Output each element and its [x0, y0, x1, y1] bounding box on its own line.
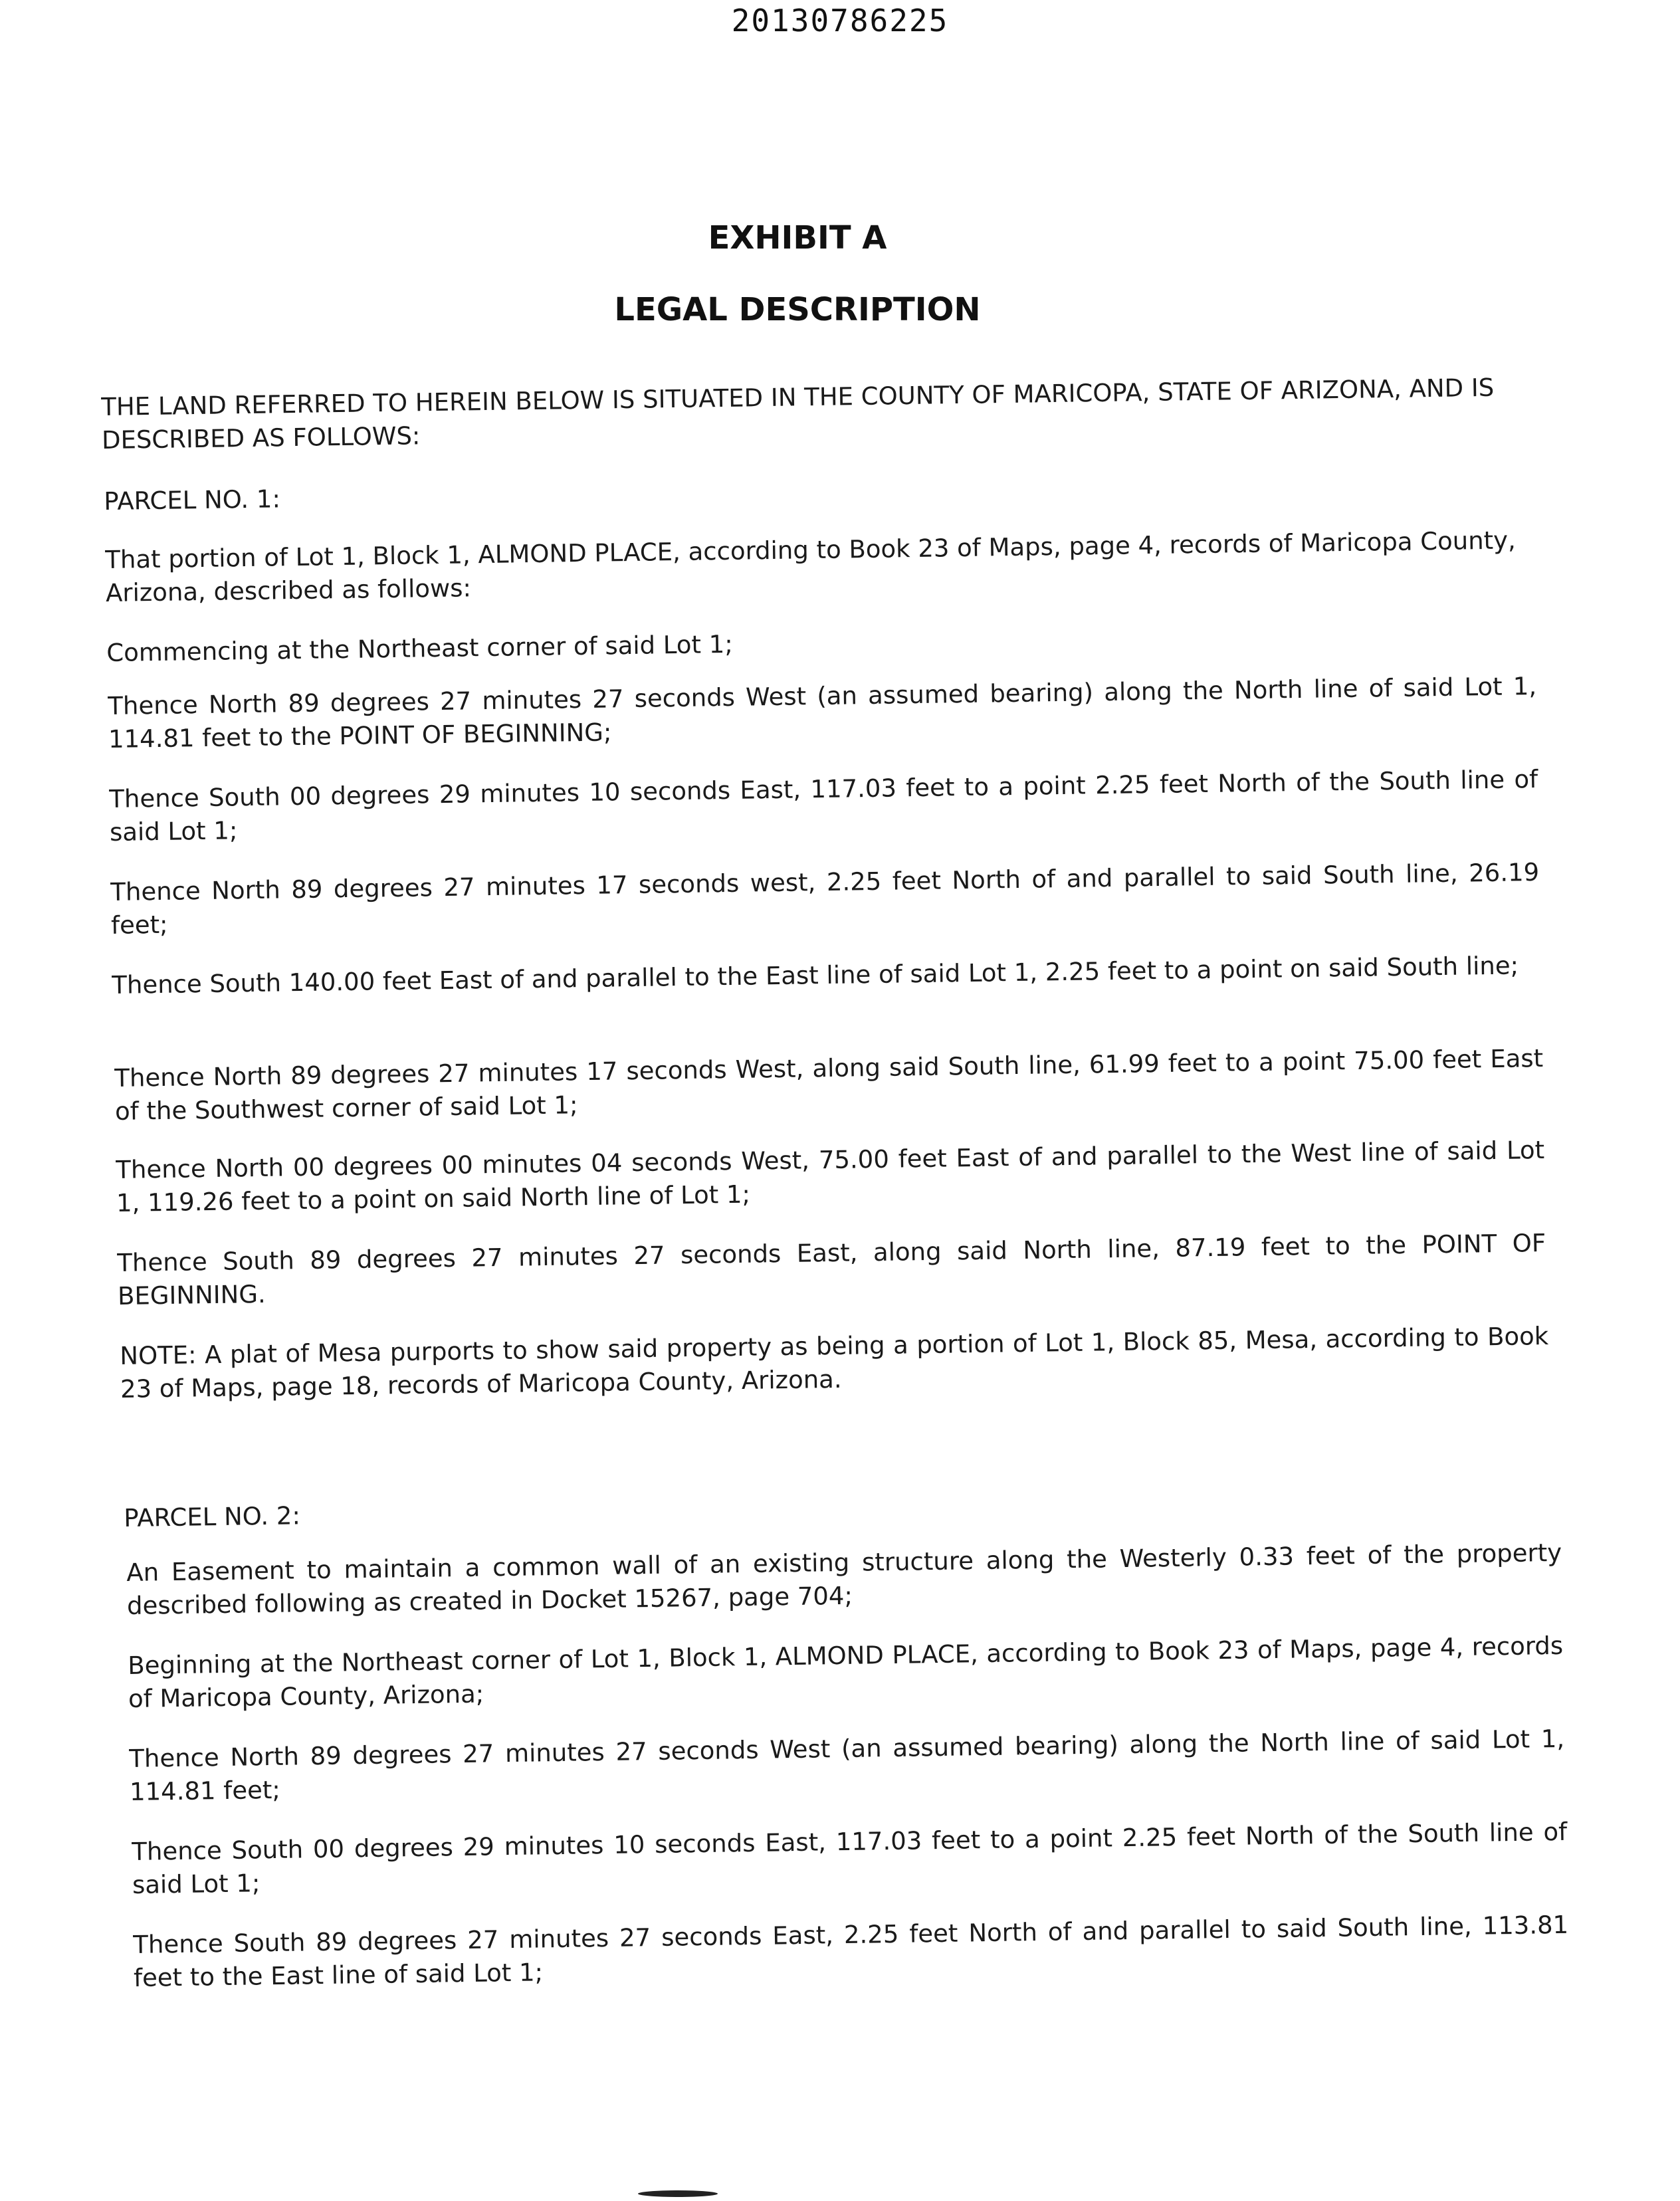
parcel-1-paragraph: That portion of Lot 1, Block 1, ALMOND PLACE, according to Book 23 of Maps, page 4, records of Maricopa County, Arizona, described as follows: — [105, 526, 1517, 607]
parcel-1-heading: PARCEL NO. 1: — [104, 484, 281, 516]
parcel-1-paragraph: Commencing at the Northeast corner of said Lot 1; — [106, 629, 734, 667]
parcel-1-paragraph: Thence South 140.00 feet East of and parallel to the East line of said Lot 1, 2.25 feet to a point on said South line; — [112, 951, 1519, 999]
parcel-2-paragraph: Thence South 89 degrees 27 minutes 27 seconds East, 2.25 feet North of and parallel to said South line, 113.81 feet to the East line of said Lot 1; — [133, 1910, 1569, 1992]
exhibit-subtitle: LEGAL DESCRIPTION — [614, 291, 981, 328]
parcel-2-paragraph: Thence South 00 degrees 29 minutes 10 seconds East, 117.03 feet to a point 2.25 feet North of the South line of said Lot 1; — [132, 1817, 1568, 1899]
recording-number: 20130786225 — [731, 3, 949, 39]
parcel-1-paragraph: Thence North 89 degrees 27 minutes 17 seconds West, along said South line, 61.99 feet to a point 75.00 feet East of the Southwest corner of said Lot 1; — [114, 1043, 1544, 1126]
parcel-1-paragraph: Thence North 89 degrees 27 minutes 17 seconds west, 2.25 feet North of and parallel to said South line, 26.19 feet; — [110, 857, 1540, 940]
parcel-1-paragraph: Thence North 00 degrees 00 minutes 04 seconds West, 75.00 feet East of and parallel to the West line of said Lot 1, 119.26 feet to a point on said North line of Lot 1; — [116, 1135, 1545, 1217]
parcel-2-paragraph: Thence North 89 degrees 27 minutes 27 seconds West (an assumed bearing) along the North line of said Lot 1, 114.81 feet; — [129, 1724, 1565, 1806]
parcel-1-paragraph: Thence South 00 degrees 29 minutes 10 seconds East, 117.03 feet to a point 2.25 feet North of the South line of said Lot 1; — [109, 764, 1538, 847]
parcel-1-paragraph: Thence North 89 degrees 27 minutes 27 seconds West (an assumed bearing) along the North line of said Lot 1, 114.81 feet to the POINT OF BEGINNING; — [108, 671, 1537, 754]
parcel-2-paragraph: An Easement to maintain a common wall of an existing structure along the Westerly 0.33 feet of the property described following as created in Docket 15267, page 704; — [126, 1538, 1562, 1620]
scan-artifact — [638, 2190, 718, 2197]
parcel-2-paragraph: Beginning at the Northeast corner of Lot 1, Block 1, ALMOND PLACE, according to Book 23 of Maps, page 4, records of Maricopa County, Arizona; — [128, 1631, 1564, 1713]
parcel-1-note: NOTE: A plat of Mesa purports to show said property as being a portion of Lot 1, Block 85, Mesa, according to Book 23 of Maps, page 18, records of Maricopa County, Arizona. — [120, 1321, 1549, 1404]
intro-text: THE LAND REFERRED TO HEREIN BELOW IS SITUATED IN THE COUNTY OF MARICOPA, STATE OF ARIZONA, AND IS DESCRIBED AS FOLLOWS: — [101, 373, 1495, 455]
parcel-2-heading: PARCEL NO. 2: — [124, 1501, 301, 1532]
exhibit-title: EXHIBIT A — [708, 219, 887, 257]
parcel-1-paragraph: Thence South 89 degrees 27 minutes 27 seconds East, along said North line, 87.19 feet to the POINT OF BEGINNING. — [117, 1228, 1546, 1310]
